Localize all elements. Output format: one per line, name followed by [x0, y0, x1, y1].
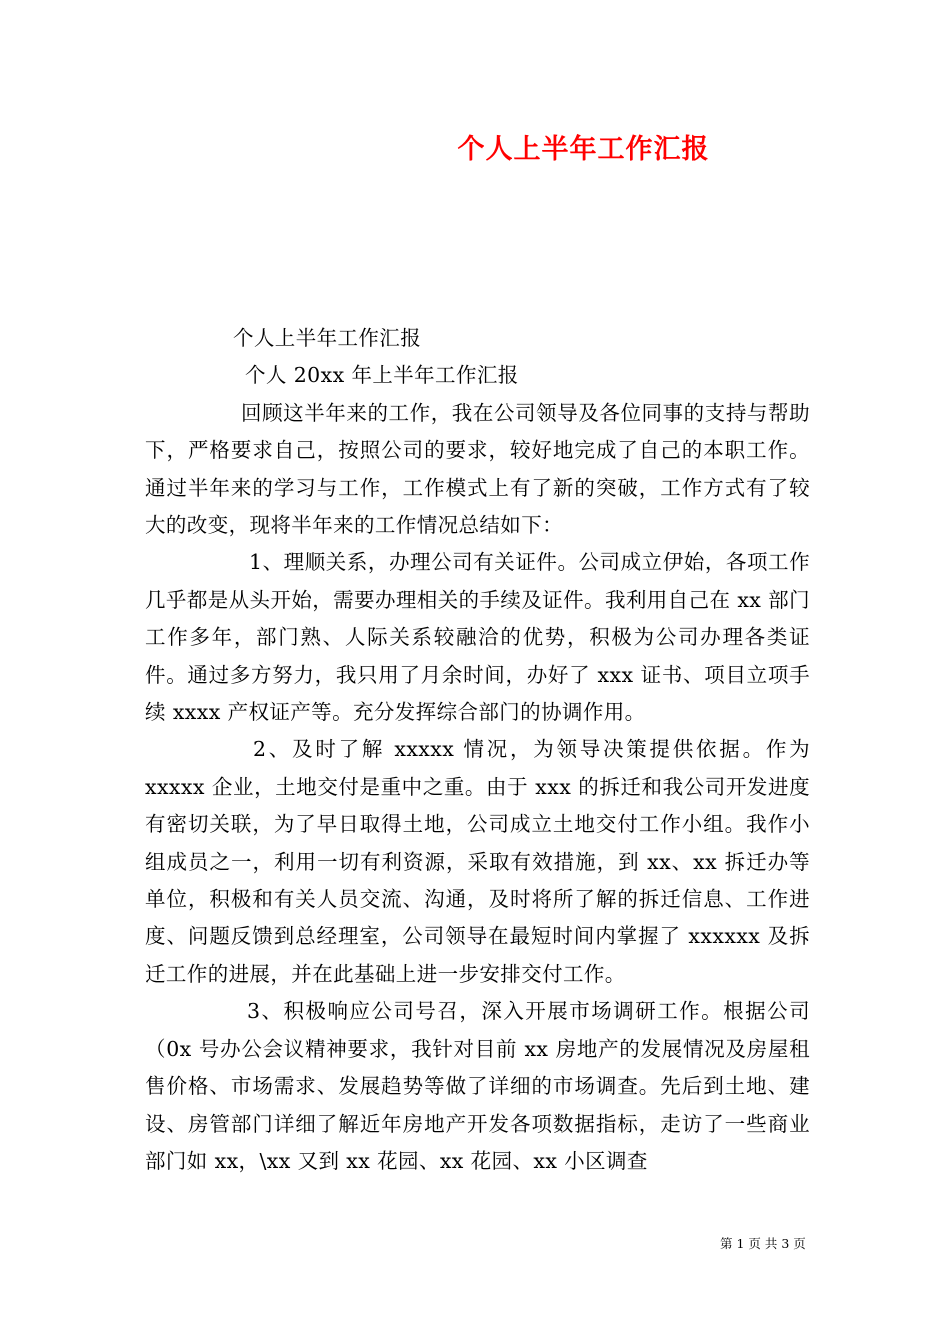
paragraph-intro: 回顾这半年来的工作，我在公司领导及各位同事的支持与帮助下，严格要求自己，按照公司的要求，较好地完成了自己的本职工作。通过半年来的学习与工作，工作模式上有了新的突破，工作方式有了较大的改变，现将半年来的工作情况总结如下： — [145, 400, 810, 537]
paragraph-item-2: 2、及时了解 xxxxx 情况，为领导决策提供依据。作为 xxxxx 企业，土地交付是重中之重。由于 xxx 的拆迁和我公司开发进度有密切关联，为了早日取得土地，公司成立土地交付工作小组。我作小组成员之一，利用一切有利资源，采取有效措施，到 xx、xx 拆迁办等单位，积极和有关人员交流、沟通，及时将所了解的拆迁信息、工作进度、问题反馈到总经理室，公司领导在最短时间内掌握了 xxxxxx 及拆迁工作的进展，并在此基础上进一步安排交付工作。 — [145, 737, 810, 986]
document-body — [145, 320, 810, 1180]
document-subtitle: 个人上半年工作汇报 — [233, 326, 422, 350]
page-number: 第 1 页 共 3 页 — [720, 1236, 806, 1251]
document-subheading: 个人 20xx 年上半年工作汇报 — [245, 363, 519, 388]
document-title: 个人上半年工作汇报 — [457, 134, 710, 165]
paragraph-item-1: 1、理顺关系，办理公司有关证件。公司成立伊始，各项工作几乎都是从头开始，需要办理相关的手续及证件。我利用自己在 xx 部门工作多年，部门熟、人际关系较融洽的优势，积极为公司办理各类证件。通过多方努力，我只用了月余时间，办好了 xxx 证书、项目立项手续 xxxx 产权证产等。充分发挥综合部门的协调作用。 — [145, 550, 810, 725]
paragraph-item-3: 3、积极响应公司号召，深入开展市场调研工作。根据公司（0x 号办公会议精神要求，我针对目前 xx 房地产的发展情况及房屋租售价格、市场需求、发展趋势等做了详细的市场调查。先后到土地、建设、房管部门详细了解近年房地产开发各项数据指标，走访了一些商业部门如 xx，\xx 又到 xx 花园、xx 花园、xx 小区调查 — [145, 999, 810, 1173]
